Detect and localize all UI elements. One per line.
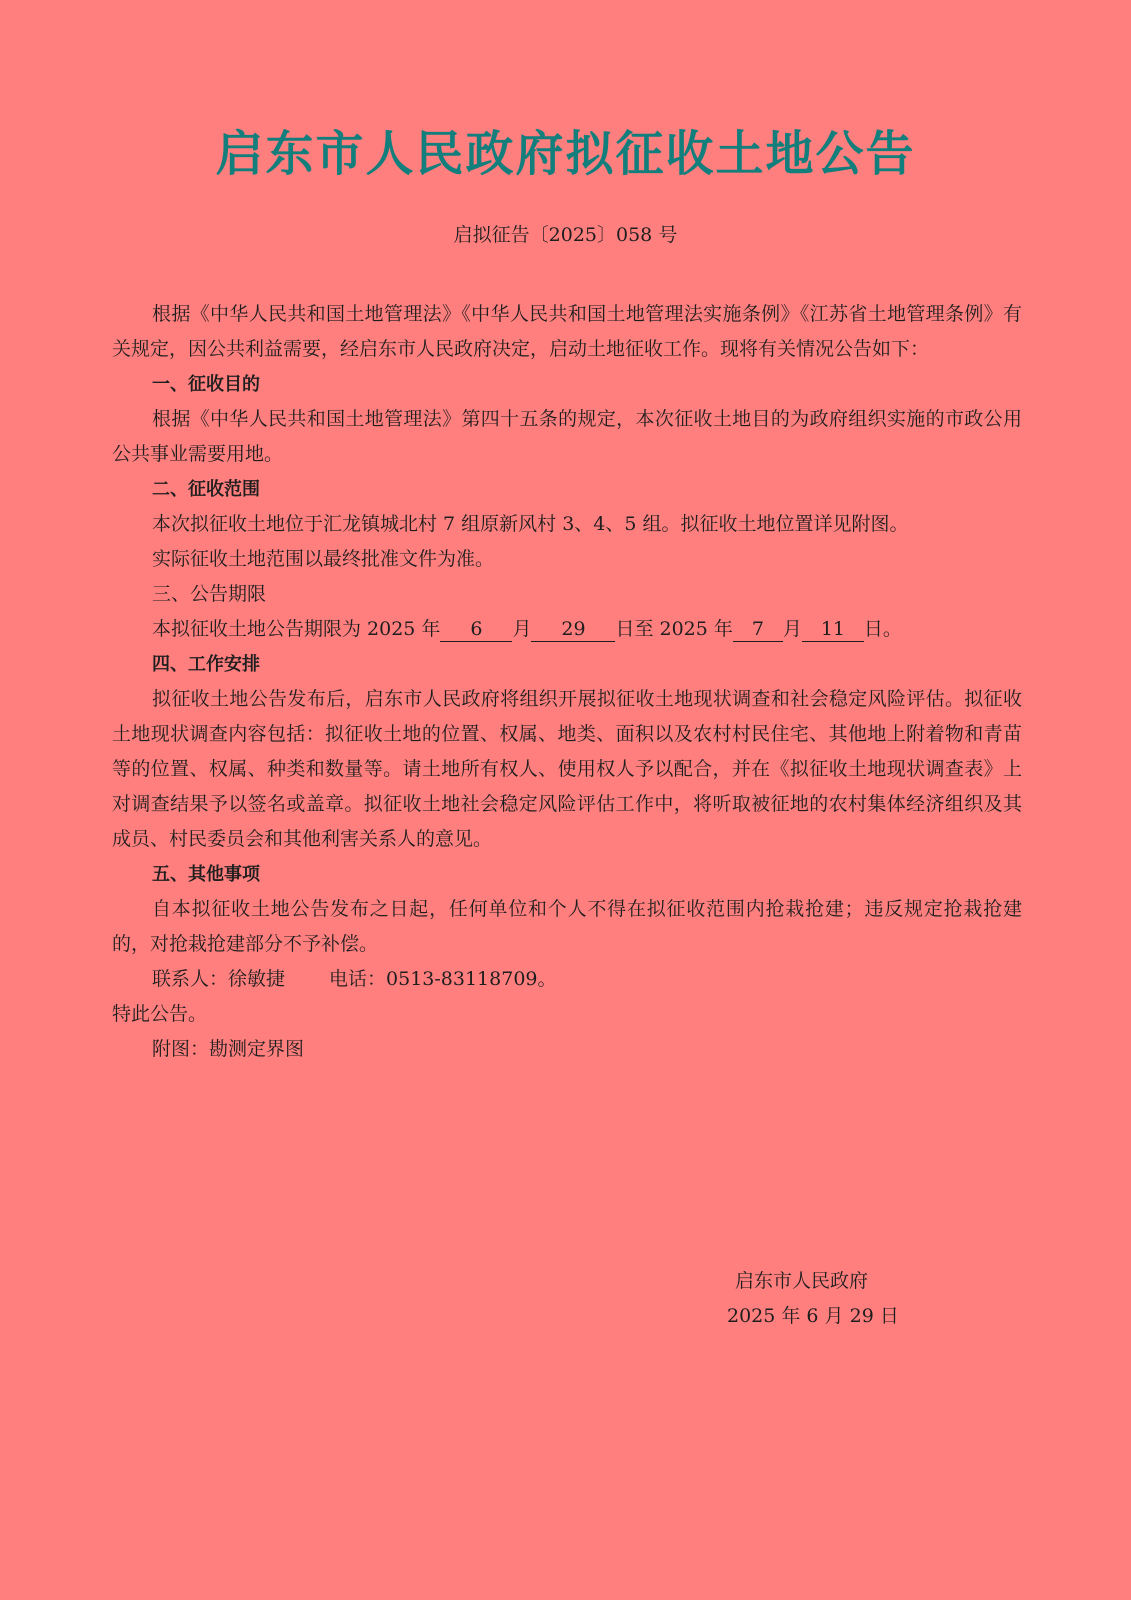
closing-text: 特此公告。 (112, 1003, 208, 1025)
section-other-text: 自本拟征收土地公告发布之日起，任何单位和个人不得在拟征收范围内抢栽抢建；违反规定抢栽抢建的，对抢栽抢建部分不予补偿。 (112, 898, 1022, 955)
section-scope-heading: 二、征收范围 (152, 479, 260, 500)
period-end-month: 7 (733, 617, 783, 642)
intro-paragraph: 根据《中华人民共和国土地管理法》《中华人民共和国土地管理法实施条例》《江苏省土地管理条例》有关规定，因公共利益需要，经启东市人民政府决定，启动土地征收工作。现将有关情况公告如下： (112, 303, 1022, 360)
contact-phone: 电话：0513-83118709。 (329, 968, 557, 990)
page-title: 启东市人民政府拟征收土地公告 (215, 126, 916, 182)
period-month-label-1: 月 (512, 618, 532, 640)
section-scope-note: 实际征收土地范围以最终批准文件为准。 (152, 548, 495, 570)
section-purpose-text: 根据《中华人民共和国土地管理法》第四十五条的规定，本次征收土地目的为政府组织实施的市政公用公共事业需要用地。 (112, 408, 1022, 465)
section-other-heading: 五、其他事项 (152, 864, 260, 885)
period-month-label-2: 月 (782, 618, 802, 640)
period-prefix: 本拟征收土地公告期限为 2025 年 (152, 618, 441, 640)
signature-org: 启东市人民政府 (735, 1270, 869, 1292)
notice-body (112, 297, 1022, 1067)
period-suffix: 日。 (863, 618, 902, 640)
section-purpose-heading: 一、征收目的 (152, 374, 260, 395)
contact-line (112, 962, 1022, 997)
period-end-day: 11 (802, 617, 864, 642)
section-work-text: 拟征收土地公告发布后，启东市人民政府将组织开展拟征收土地现状调查和社会稳定风险评估。拟征收土地现状调查内容包括：拟征收土地的位置、权属、地类、面积以及农村村民住宅、其他地上附着物和青苗等的位置、权属、种类和数量等。请土地所有权人、使用权人予以配合，并在《拟征收土地现状调查表》上对调查结果予以签名或盖章。拟征收土地社会稳定风险评估工作中，将听取被征地的农村集体经济组织及其成员、村民委员会和其他利害关系人的意见。 (112, 688, 1022, 850)
section-scope-text: 本次拟征收土地位于汇龙镇城北村 7 组原新风村 3、4、5 组。拟征收土地位置详见附图。 (152, 513, 909, 535)
period-mid: 日至 2025 年 (615, 618, 733, 640)
section-work-heading: 四、工作安排 (152, 654, 260, 675)
period-start-month: 6 (440, 617, 512, 642)
signature-date: 2025 年 6 月 29 日 (727, 1305, 899, 1327)
attachment-text: 附图：勘测定界图 (152, 1038, 305, 1060)
period-start-day: 29 (531, 617, 615, 642)
signature-block (727, 1264, 899, 1334)
document-number: 启拟征告〔2025〕058 号 (453, 224, 678, 246)
section-period-text (112, 612, 1022, 647)
contact-person: 联系人：徐敏捷 (152, 968, 286, 990)
section-period-heading: 三、公告期限 (152, 583, 267, 605)
